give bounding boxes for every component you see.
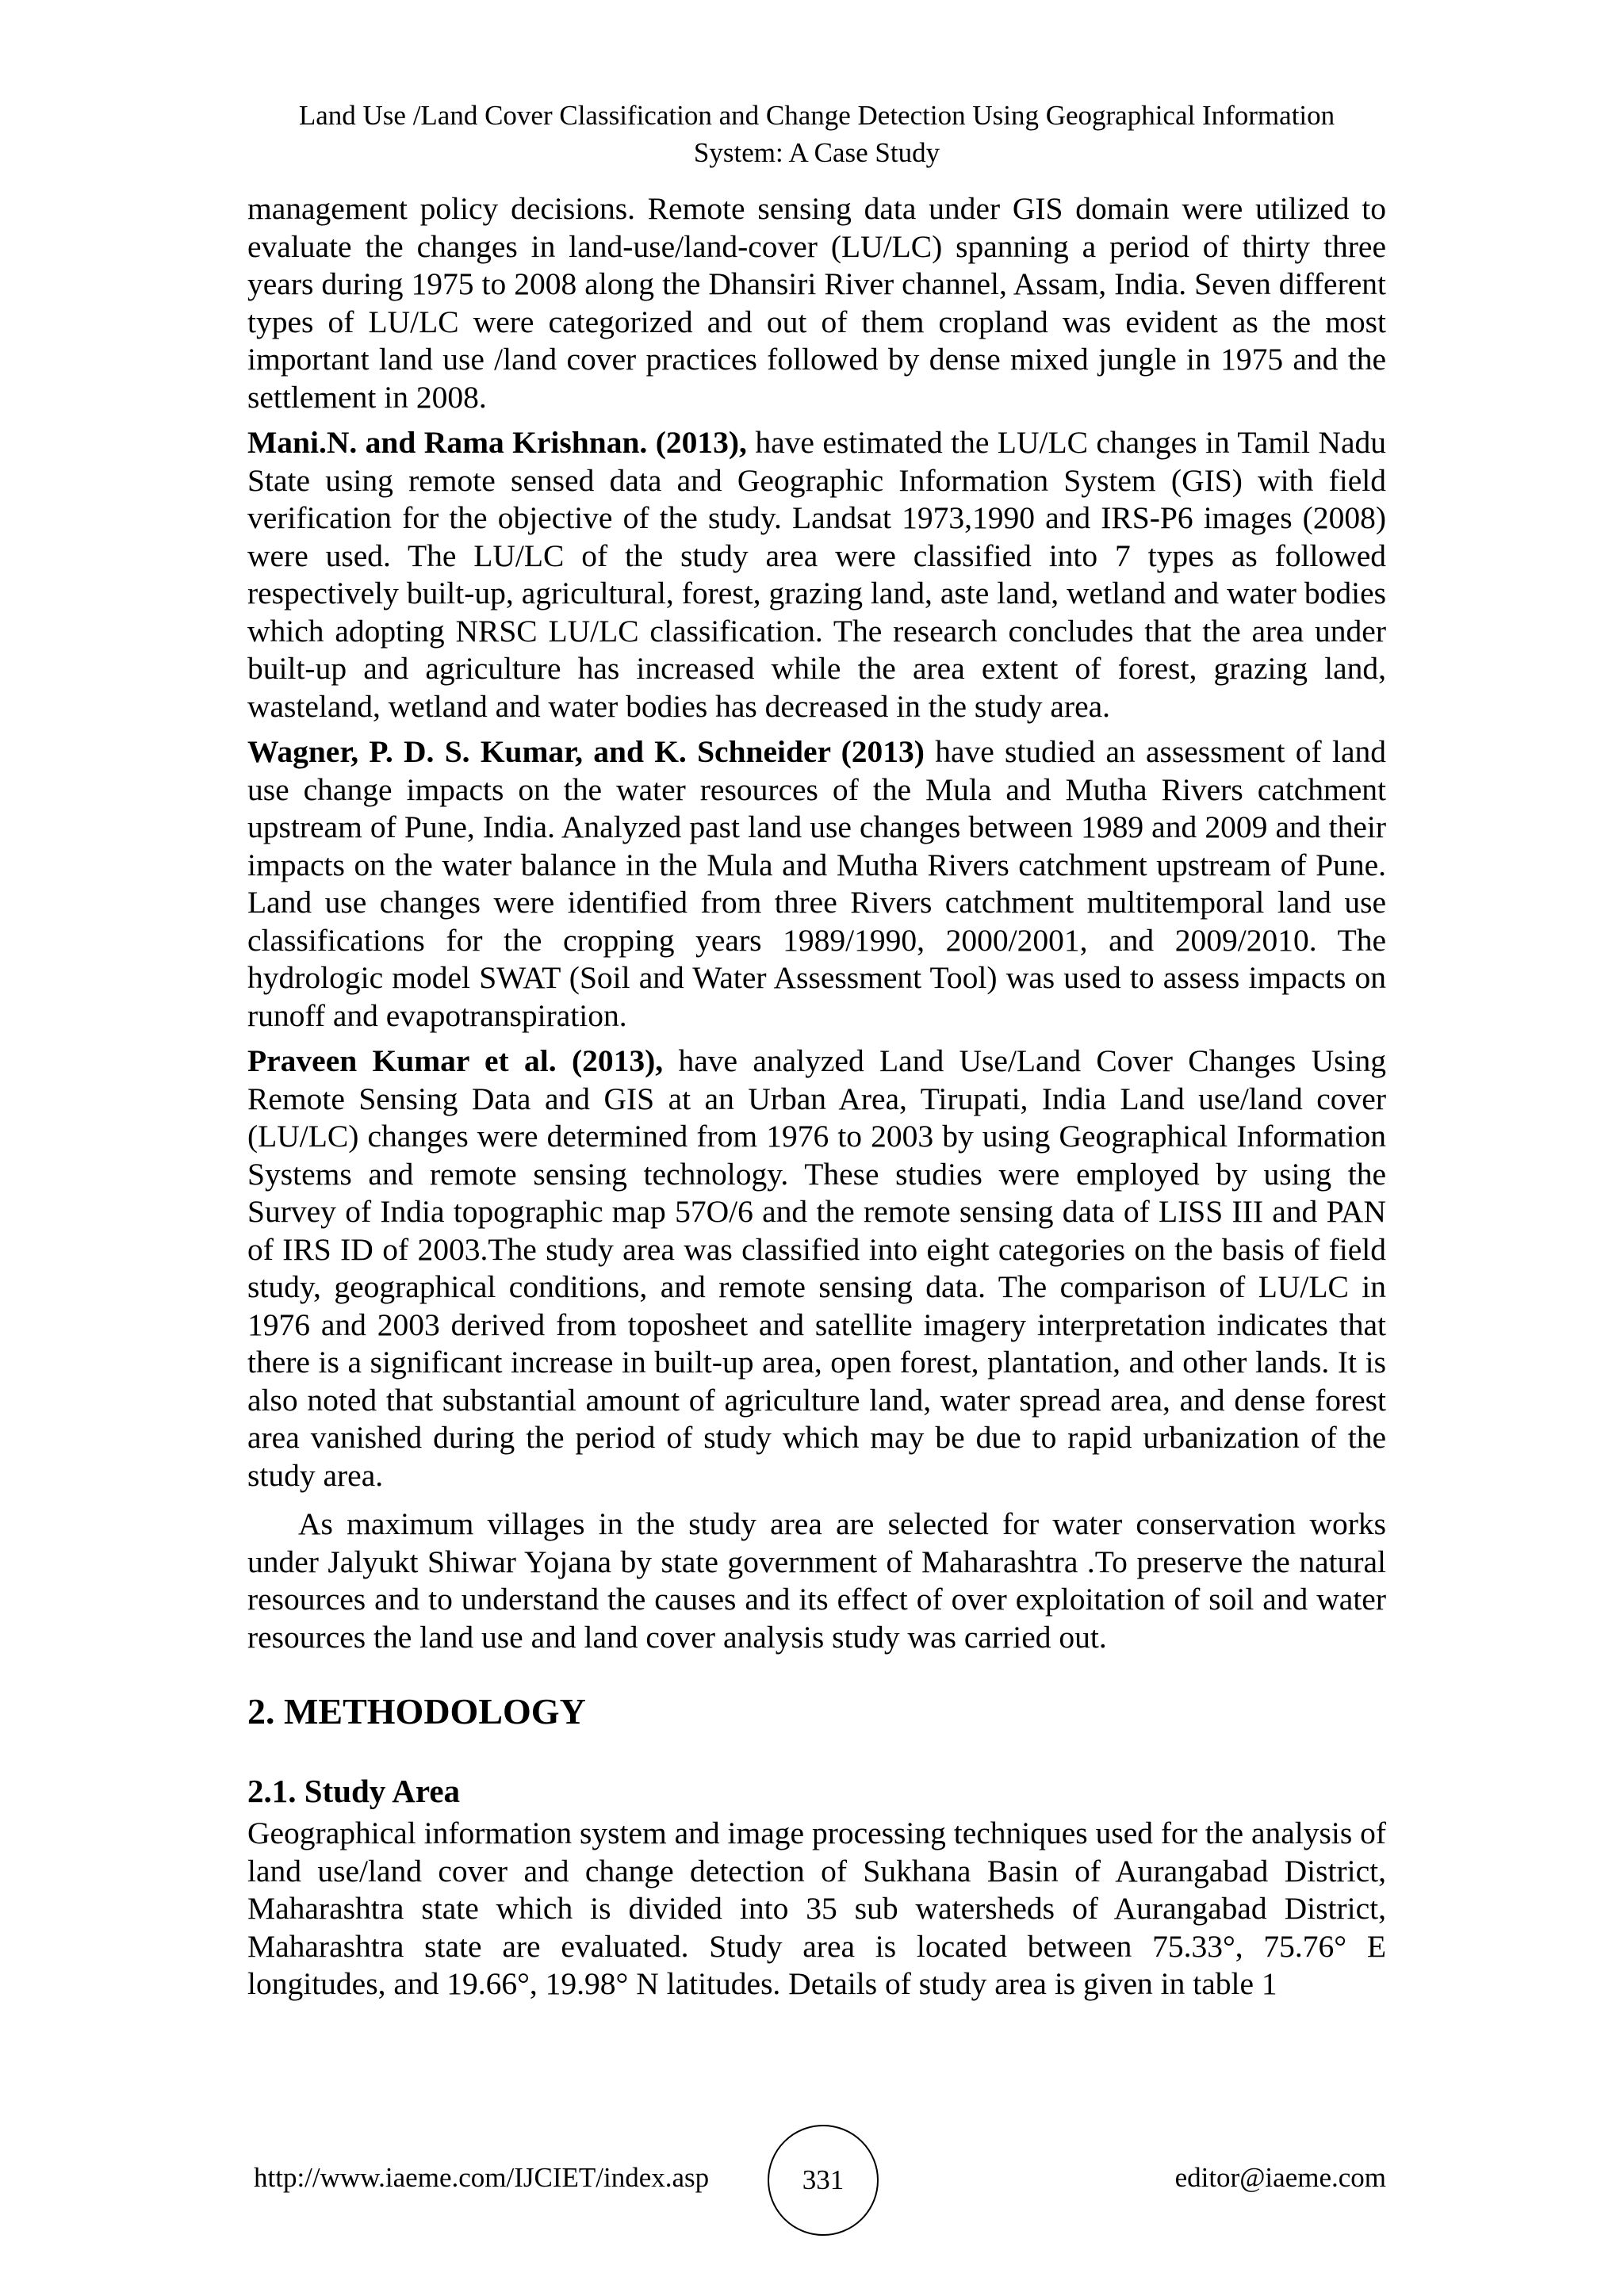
paragraph-dhansiri: management policy decisions. Remote sensing data under GIS domain were utilized to evaluate the changes in land-use/land-cover (LU/LC) spanning a period of thirty three years during 1975 to 2008 along the Dhansiri River channel, Assam, India. Seven different types of LU/LC were categorized and out of them cropland was evident as the most important land use /land cover practices followed by dense mixed jungle in 1975 and the settlement in 2008. — [247, 191, 1386, 415]
running-header-line-1: Land Use /Land Cover Classification and Change Detection Using Geographical Information — [298, 100, 1335, 131]
paragraph-wagner-body: have studied an assessment of land use change impacts on the water resources of the Mula and Mutha Rivers catchment upstream of Pune, India. Analyzed past land use changes between 1989 and 2009 and their impacts on the water balance in the Mula and Mutha Rivers catchment upstream of Pune. Land use changes were identified from three Rivers catchment multitemporal land use classifications for the cropping years 1989/1990, 2000/2001, and 2009/2010. The hydrologic model SWAT (Soil and Water Assessment Tool) was used to assess impacts on runoff and evapotranspiration. — [247, 734, 1386, 1033]
paragraph-praveen — [247, 1043, 1386, 1494]
paragraph-mani-body: have estimated the LU/LC changes in Tamil Nadu State using remote sensed data and Geographic Information System (GIS) with field verification for the objective of the study. Landsat 1973,1990 and IRS-P6 images (2008) were used. The LU/LC of the study area were classified into 7 types as followed respectively built-up, agricultural, forest, grazing land, aste land, wetland and water bodies which adopting NRSC LU/LC classification. The research concludes that the area under built-up and agriculture has increased while the area extent of forest, grazing land, wasteland, wetland and water bodies has decreased in the study area. — [247, 425, 1386, 724]
running-header — [247, 97, 1386, 171]
running-header-line-2: System: A Case Study — [693, 137, 940, 168]
footer-email-link[interactable]: editor@iaeme.com — [1174, 2162, 1386, 2193]
section-heading-methodology: 2. METHODOLOGY — [247, 1691, 586, 1732]
page-content — [247, 97, 1386, 2011]
citation-mani: Mani.N. and Rama Krishnan. (2013), — [247, 425, 747, 460]
subsection-heading-study-area: 2.1. Study Area — [247, 1773, 461, 1809]
page-number: 331 — [768, 2125, 879, 2236]
citation-wagner: Wagner, P. D. S. Kumar, and K. Schneider (2013) — [247, 734, 925, 769]
paragraph-jalyukt: As maximum villages in the study area are selected for water conservation works under Jalyukt Shiwar Yojana by state government of Maharashtra .To preserve the natural resources and to understand the causes and its effect of over exploitation of soil and water resources the land use and land cover analysis study was carried out. — [247, 1506, 1386, 1655]
footer-url-link[interactable]: http://www.iaeme.com/IJCIET/index.asp — [254, 2162, 710, 2193]
paragraph-wagner — [247, 733, 1386, 1035]
citation-praveen: Praveen Kumar et al. (2013), — [247, 1043, 664, 1078]
page-footer — [247, 2125, 1386, 2212]
paragraph-study-area: Geographical information system and image processing techniques used for the analysis of land use/land cover and change detection of Sukhana Basin of Aurangabad District, Maharashtra state which is divided into 35 sub watersheds of Aurangabad District, Maharashtra state are evaluated. Study area is located between 75.33°, 75.76° E longitudes, and 19.66°, 19.98° N latitudes. Details of study area is given in table 1 — [247, 1816, 1386, 2001]
paragraph-mani — [247, 424, 1386, 725]
paragraph-praveen-body: have analyzed Land Use/Land Cover Changes Using Remote Sensing Data and GIS at an Urban Area, Tirupati, India Land use/land cover (LU/LC) changes were determined from 1976 to 2003 by using Geographical Information Systems and remote sensing technology. These studies were employed by using the Survey of India topographic map 57O/6 and the remote sensing data of LISS III and PAN of IRS ID of 2003.The study area was classified into eight categories on the basis of field study, geographical conditions, and remote sensing data. The comparison of LU/LC in 1976 and 2003 derived from toposheet and satellite imagery interpretation indicates that there is a significant increase in built-up area, open forest, plantation, and other lands. It is also noted that substantial amount of agriculture land, water spread area, and dense forest area vanished during the period of study which may be due to rapid urbanization of the study area. — [247, 1043, 1387, 1493]
